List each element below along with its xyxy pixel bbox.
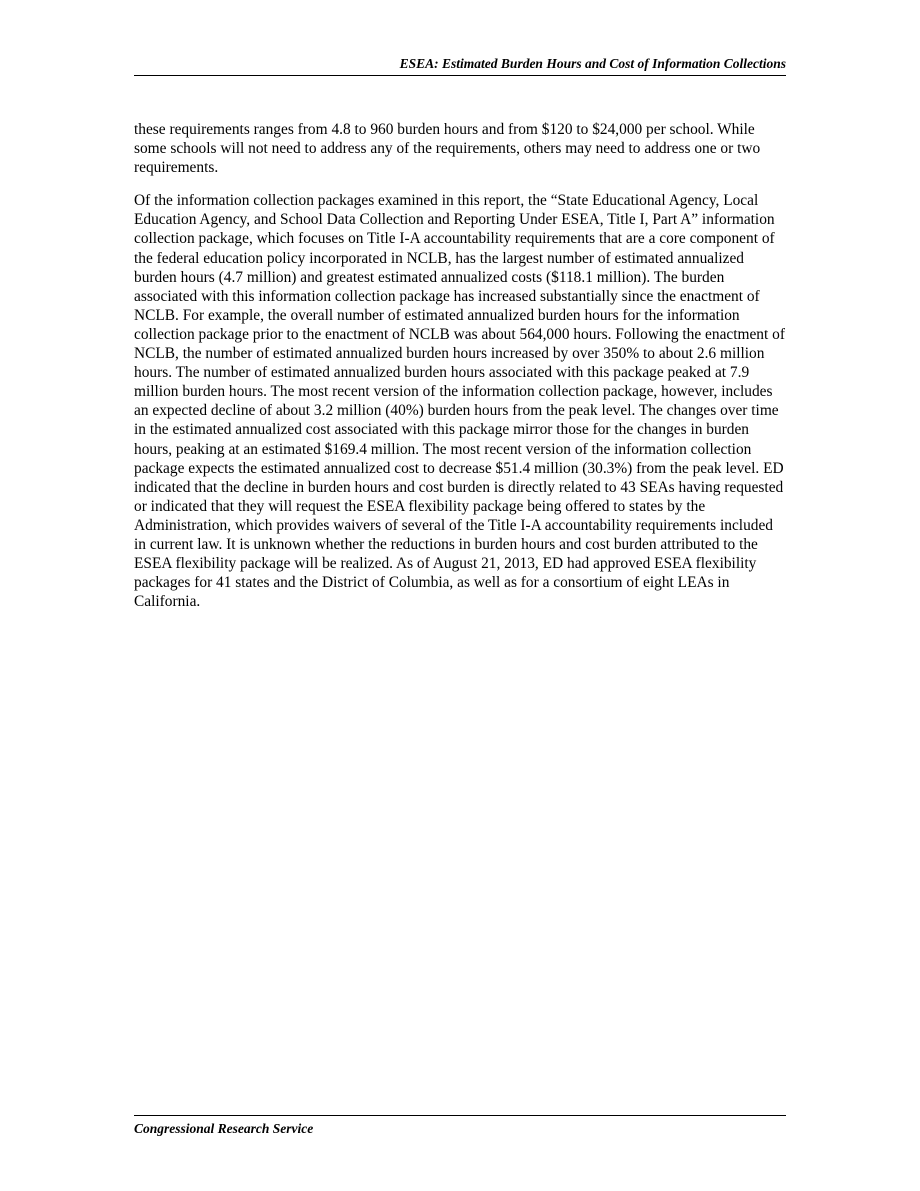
running-header: ESEA: Estimated Burden Hours and Cost of Information Collections bbox=[134, 55, 786, 76]
running-footer: Congressional Research Service bbox=[134, 1115, 786, 1137]
paragraph-1: these requirements ranges from 4.8 to 960 burden hours and from $120 to $24,000 per school. While some schools will not need to address any of the requirements, others may need to address one or two requirements. bbox=[134, 121, 761, 177]
body-text bbox=[134, 120, 786, 625]
paragraph-2: Of the information collection packages examined in this report, the “State Educational Agency, Local Education Agency, and School Data Collection and Reporting Under ESEA, Title I, Part A” information collection package, which focuses on Title I-A accountability requirements that are a core component of the federal education policy incorporated in NCLB, has the largest number of estimated annualized burden hours (4.7 million) and greatest estimated annualized costs ($118.1 million). The burden associated with this information collection package has increased substantially since the enactment of NCLB. For example, the overall number of estimated annualized burden hours for the information collection package prior to the enactment of NCLB was about 564,000 hours. Following the enactment of NCLB, the number of estimated annualized burden hours increased by over 350% to about 2.6 million hours. The number of estimated annualized burden hours associated with this package peaked at 7.9 million burden hours. The most recent version of the information collection package, however, includes an expected decline of about 3.2 million (40%) burden hours from the peak level. The changes over time in the estimated annualized cost associated with this package mirror those for the changes in burden hours, peaking at an estimated $169.4 million. The most recent version of the information collection package expects the estimated annualized cost to decrease $51.4 million (30.3%) from the peak level. ED indicated that the decline in burden hours and cost burden is directly related to 43 SEAs having requested or indicated that they will request the ESEA flexibility package being offered to states by the Administration, which provides waivers of several of the Title I-A accountability requirements included in current law. It is unknown whether the reductions in burden hours and cost burden attributed to the ESEA flexibility package will be realized. As of August 21, 2013, ED had approved ESEA flexibility packages for 41 states and the District of Columbia, as well as for a consortium of eight LEAs in California. bbox=[134, 192, 785, 611]
